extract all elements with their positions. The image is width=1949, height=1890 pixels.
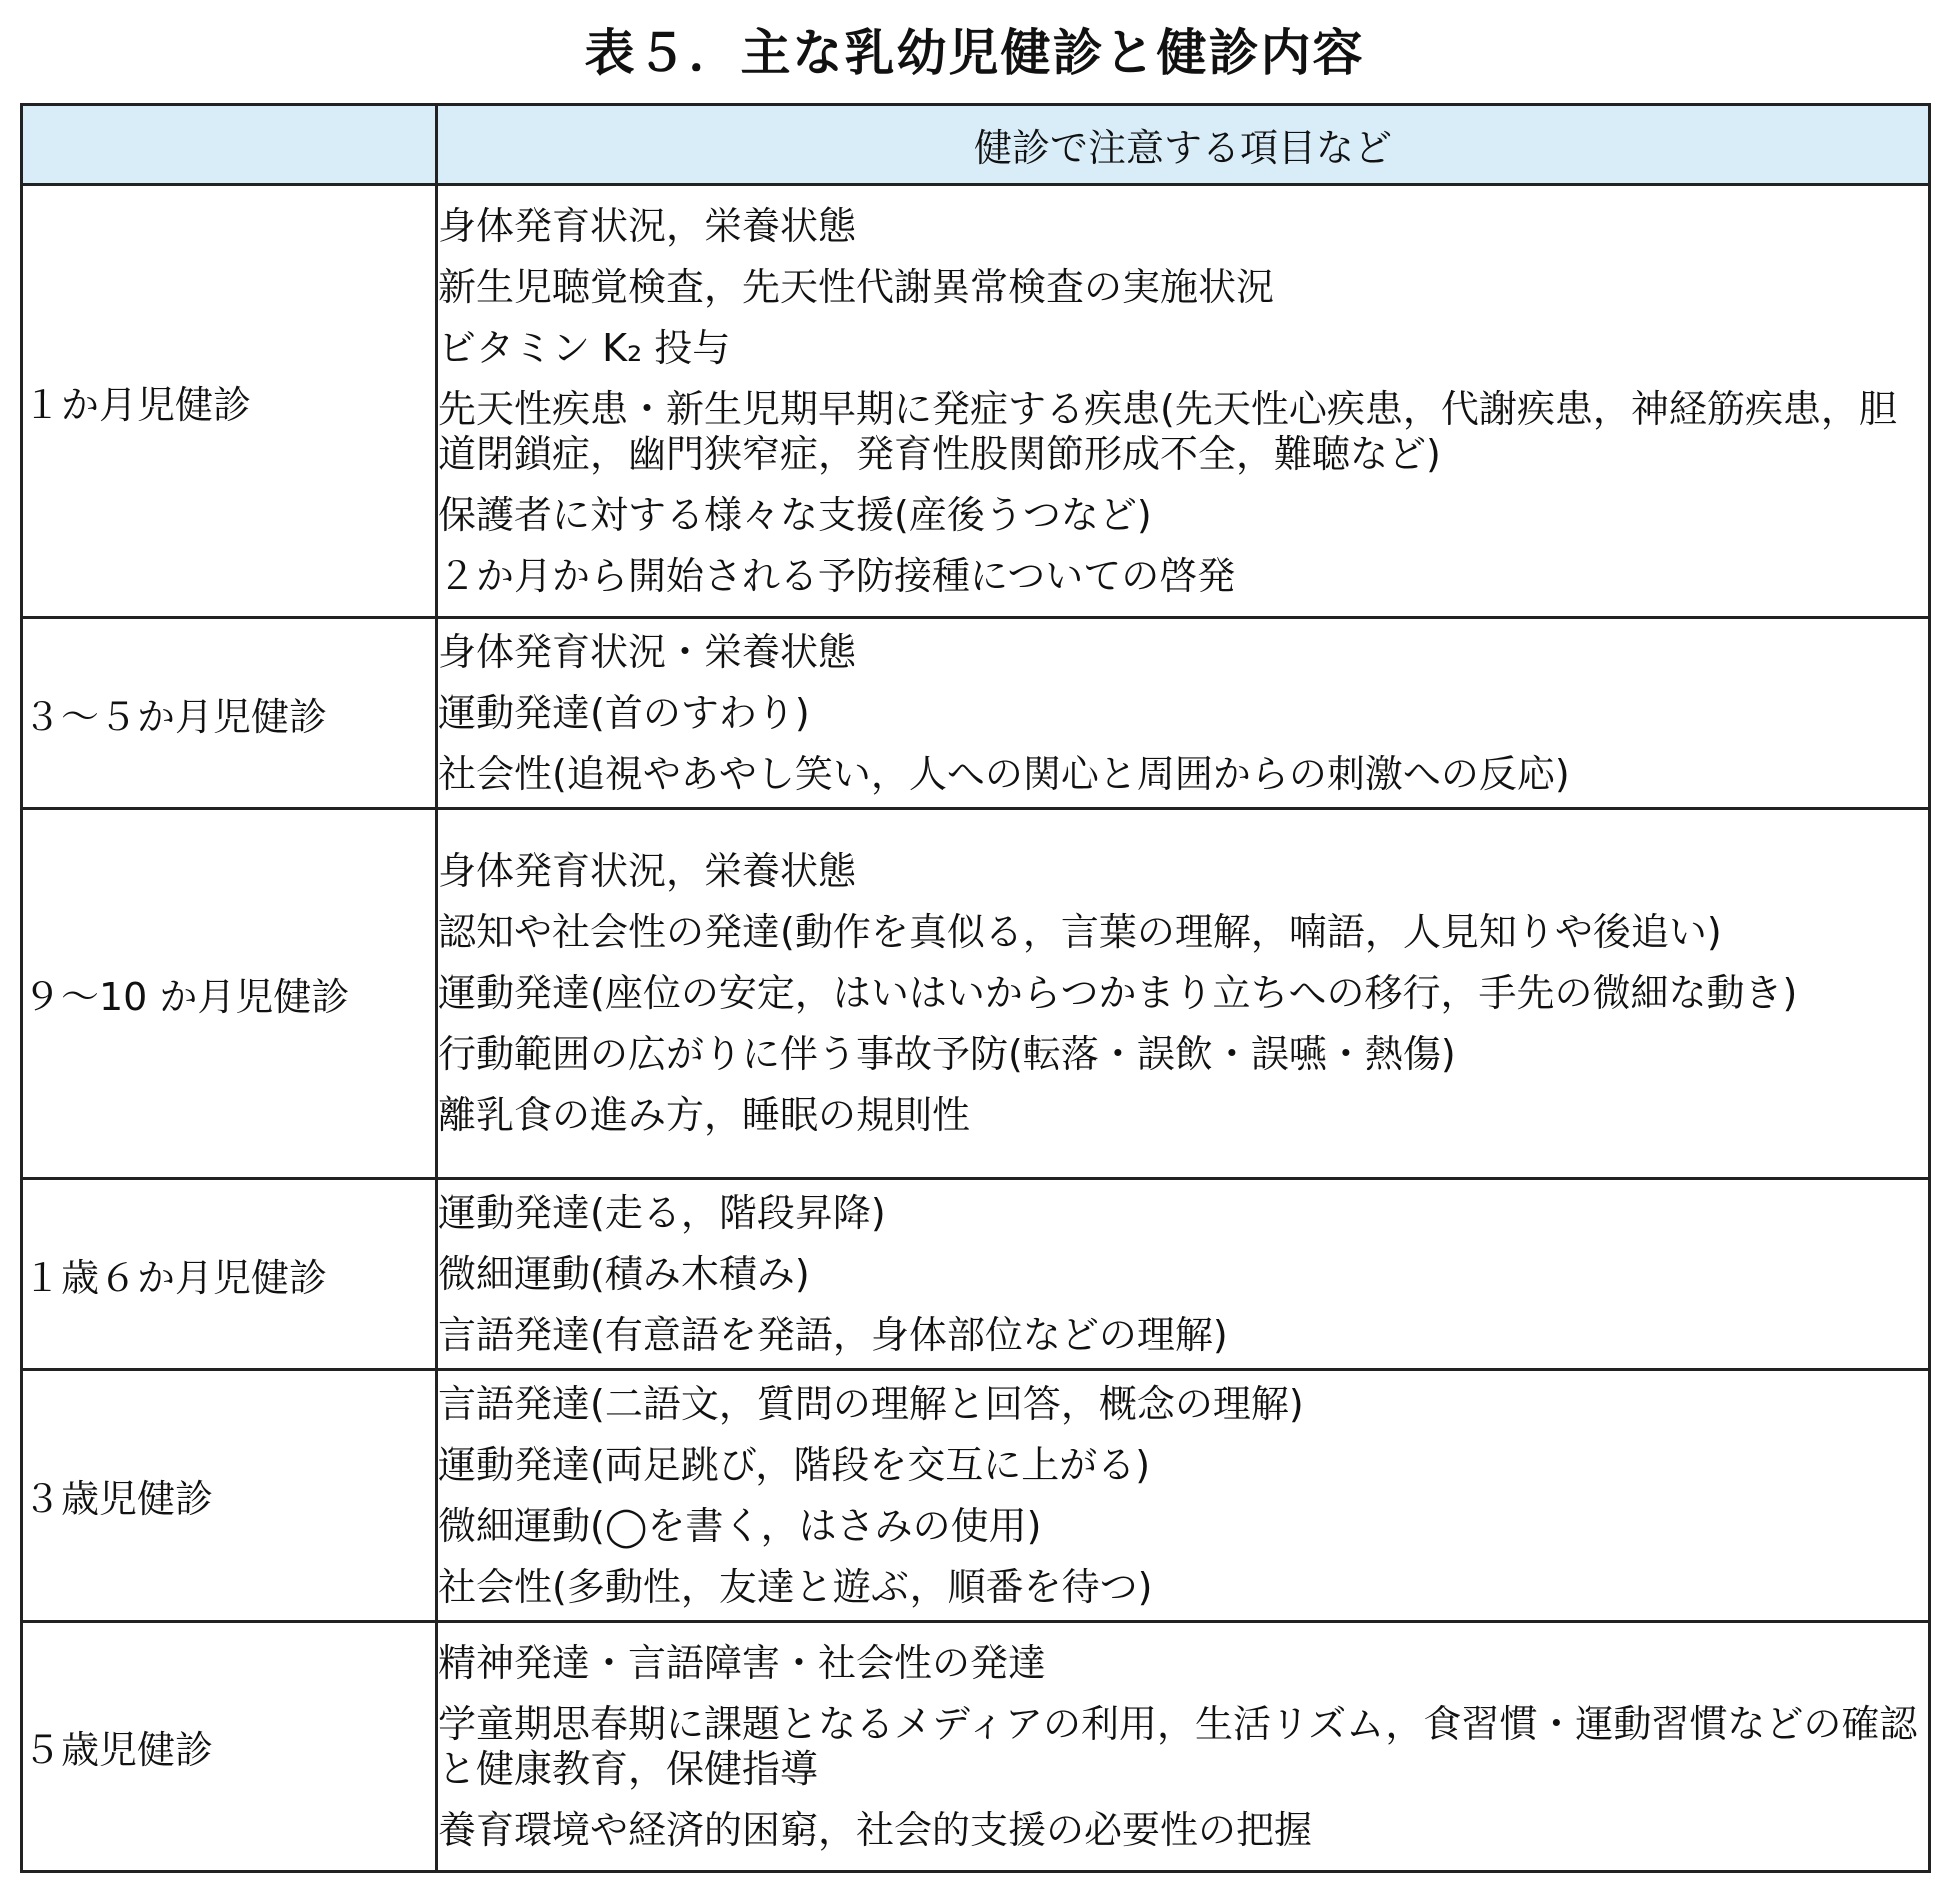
list-item: 運動発達(座位の安定，はいはいからつかまり立ちへの移行，手先の微細な動き) — [438, 971, 1798, 1015]
exam-name: １か月児健診 — [22, 185, 437, 618]
table-row — [22, 809, 1930, 1179]
exam-name: ５歳児健診 — [22, 1622, 437, 1872]
list-item: 先天性疾患・新生児期早期に発症する疾患(先天性心疾患，代謝疾患，神経筋疾患，胆道閉鎖症，幽門狭窄症，発育性股関節形成不全，難聴など) — [438, 386, 1897, 476]
exam-name: １歳６か月児健診 — [22, 1179, 437, 1370]
list-item: 運動発達(走る，階段昇降) — [438, 1190, 886, 1235]
list-item: 言語発達(二語文，質問の理解と回答，概念の理解) — [438, 1381, 1304, 1426]
list-item: 学童期思春期に課題となるメディアの利用，生活リズム，食習慣・運動習慣などの確認と健康教育，保健指導 — [438, 1701, 1918, 1791]
table-row — [22, 185, 1930, 618]
list-item: ２か月から開始される予防接種についての啓発 — [438, 553, 1236, 598]
list-item: 精神発達・言語障害・社会性の発達 — [438, 1640, 1047, 1685]
exam-items — [437, 809, 1930, 1179]
list-item: 身体発育状況，栄養状態 — [438, 203, 857, 248]
table-row — [22, 1179, 1930, 1370]
list-item: 保護者に対する様々な支援(産後うつなど) — [438, 492, 1152, 537]
exam-items — [437, 1370, 1930, 1622]
list-item: 言語発達(有意語を発語，身体部位などの理解) — [438, 1312, 1228, 1357]
table-row — [22, 1370, 1930, 1622]
exam-name: ９～10 か月児健診 — [22, 809, 437, 1179]
checkup-table — [20, 103, 1931, 1873]
list-item: 離乳食の進み方，睡眠の規則性 — [438, 1093, 971, 1137]
list-item: ビタミン K₂ 投与 — [438, 325, 731, 370]
exam-name: ３～５か月児健診 — [22, 618, 437, 809]
list-item: 微細運動(積み木積み) — [438, 1251, 810, 1296]
header-cell-items: 健診で注意する項目など — [437, 105, 1930, 185]
table-row — [22, 618, 1930, 809]
exam-name: ３歳児健診 — [22, 1370, 437, 1622]
list-item: 微細運動(◯を書く，はさみの使用) — [438, 1503, 1042, 1548]
list-item: 新生児聴覚検査，先天性代謝異常検査の実施状況 — [438, 264, 1275, 309]
exam-items — [437, 1179, 1930, 1370]
list-item: 身体発育状況・栄養状態 — [438, 629, 857, 674]
table-header-row — [22, 105, 1930, 185]
list-item: 社会性(多動性，友達と遊ぶ，順番を待つ) — [438, 1564, 1153, 1609]
list-item: 養育環境や経済的困窮，社会的支援の必要性の把握 — [438, 1807, 1313, 1852]
list-item: 身体発育状況，栄養状態 — [438, 849, 857, 893]
list-item: 運動発達(両足跳び，階段を交互に上がる) — [438, 1442, 1151, 1487]
list-item: 行動範囲の広がりに伴う事故予防(転落・誤飲・誤嚥・熱傷) — [438, 1032, 1456, 1076]
table-row — [22, 1622, 1930, 1872]
header-cell-exam — [22, 105, 437, 185]
list-item: 認知や社会性の発達(動作を真似る，言葉の理解，喃語，人見知りや後追い) — [438, 910, 1722, 954]
list-item: 社会性(追視やあやし笑い，人への関心と周囲からの刺激への反応) — [438, 751, 1570, 796]
list-item: 運動発達(首のすわり) — [438, 690, 810, 735]
exam-items — [437, 185, 1930, 618]
exam-items — [437, 618, 1930, 809]
exam-items — [437, 1622, 1930, 1872]
table-title: 表５．主な乳幼児健診と健診内容 — [584, 24, 1365, 82]
